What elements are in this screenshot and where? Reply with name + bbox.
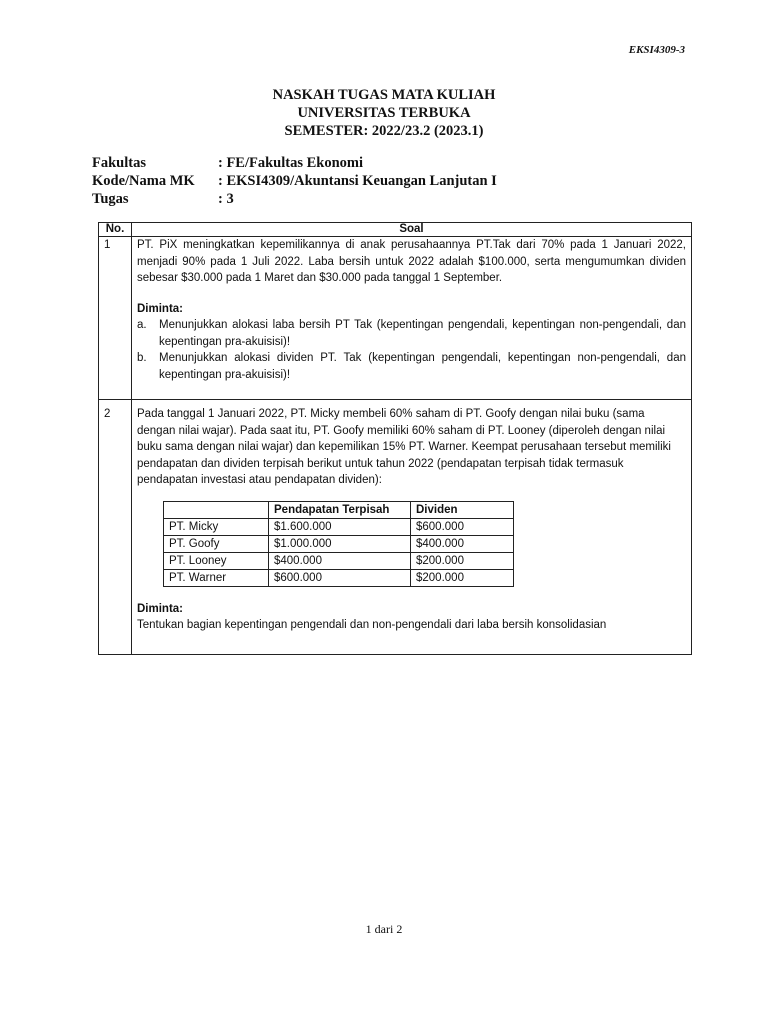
course-meta [92,154,497,208]
question-body [132,400,692,655]
task-marker: a. [137,319,147,331]
separate-income: $600.000 [269,569,411,586]
table-header-row [99,223,692,237]
question-number: 1 [99,237,132,400]
meta-value: : 3 [218,191,234,207]
company-name: PT. Micky [164,518,269,535]
question-text: PT. PiX meningkatkan kepemilikannya di anak perusahaannya PT.Tak dari 70% pada 1 Januari 2022, menjadi 90% pada 1 Juli 2022. Laba bersih untuk 2022 adalah $100.000, serta mengumumkan dividen sebesar $30.000 pada 1 Maret dan $30.000 pada tanggal 1 September. [137,239,686,284]
document-code: EKSI4309-3 [628,44,685,56]
task-list [137,317,686,383]
separate-income: $1.600.000 [269,518,411,535]
title-line-2: UNIVERSITAS TERBUKA [297,105,471,121]
diminta-label: Diminta: [137,302,183,315]
separate-income: $400.000 [269,552,411,569]
meta-row-faculty [92,154,497,172]
meta-label: Tugas [92,191,129,207]
table-row [164,518,514,535]
task-item-b [137,350,686,383]
header-soal: Soal [132,223,692,237]
meta-row-course [92,172,497,190]
company-name: PT. Warner [164,569,269,586]
meta-label: Kode/Nama MK [92,173,195,189]
table-row [164,535,514,552]
company-name: PT. Looney [164,552,269,569]
dividend: $200.000 [411,552,514,569]
question-body [132,237,692,400]
separate-income: $1.000.000 [269,535,411,552]
header-no: No. [99,223,132,237]
meta-row-assignment [92,190,497,208]
income-dividend-table [163,501,514,587]
dividend: $400.000 [411,535,514,552]
task-text: Menunjukkan alokasi laba bersih PT Tak (kepentingan pengendali, kepentingan non-pengendali, dan kepentingan pra-akuisisi)! [159,319,686,348]
question-text: Pada tanggal 1 Januari 2022, PT. Micky membeli 60% saham di PT. Goofy dengan nilai buku (sama dengan nilai wajar). Pada saat itu, PT. Goofy memiliki 60% saham di PT. Looney (diperoleh dengan nilai buku sama dengan nilai wajar) dan kepemilikan 15% PT. Warner. Keempat perusahaan tersebut memiliki pendapatan dan dividen terpisah berikut untuk tahun 2022 (pendapatan terpisah tidak termasuk pendapatan investasi atau pendapatan dividen): [137,408,671,486]
title-line-1: NASKAH TUGAS MATA KULIAH [272,87,496,103]
meta-value: : FE/Fakultas Ekonomi [218,155,364,171]
question-row-2 [99,400,692,655]
question-row-1 [99,237,692,400]
meta-value: : EKSI4309/Akuntansi Keuangan Lanjutan I [218,173,497,189]
meta-label: Fakultas [92,155,146,171]
document-title [0,86,768,140]
dividend: $200.000 [411,569,514,586]
table-row [164,552,514,569]
inner-header-dividend: Dividen [411,501,514,518]
table-row [164,569,514,586]
inner-header-income: Pendapatan Terpisah [269,501,411,518]
task-marker: b. [137,352,147,364]
inner-header-row [164,501,514,518]
title-line-3: SEMESTER: 2022/23.2 (2023.1) [284,123,484,139]
inner-header-blank [164,501,269,518]
diminta-label: Diminta: [137,602,183,615]
questions-table [98,222,692,655]
task-item-a [137,317,686,350]
page-number: 1 dari 2 [365,922,403,936]
task-text: Tentukan bagian kepentingan pengendali dan non-pengendali dari laba bersih konsolidasian [137,619,607,631]
dividend: $600.000 [411,518,514,535]
task-text: Menunjukkan alokasi dividen PT. Tak (kepentingan pengendali, kepentingan non-pengendali, dan kepentingan pra-akuisisi)! [159,352,686,381]
company-name: PT. Goofy [164,535,269,552]
question-number: 2 [99,400,132,655]
